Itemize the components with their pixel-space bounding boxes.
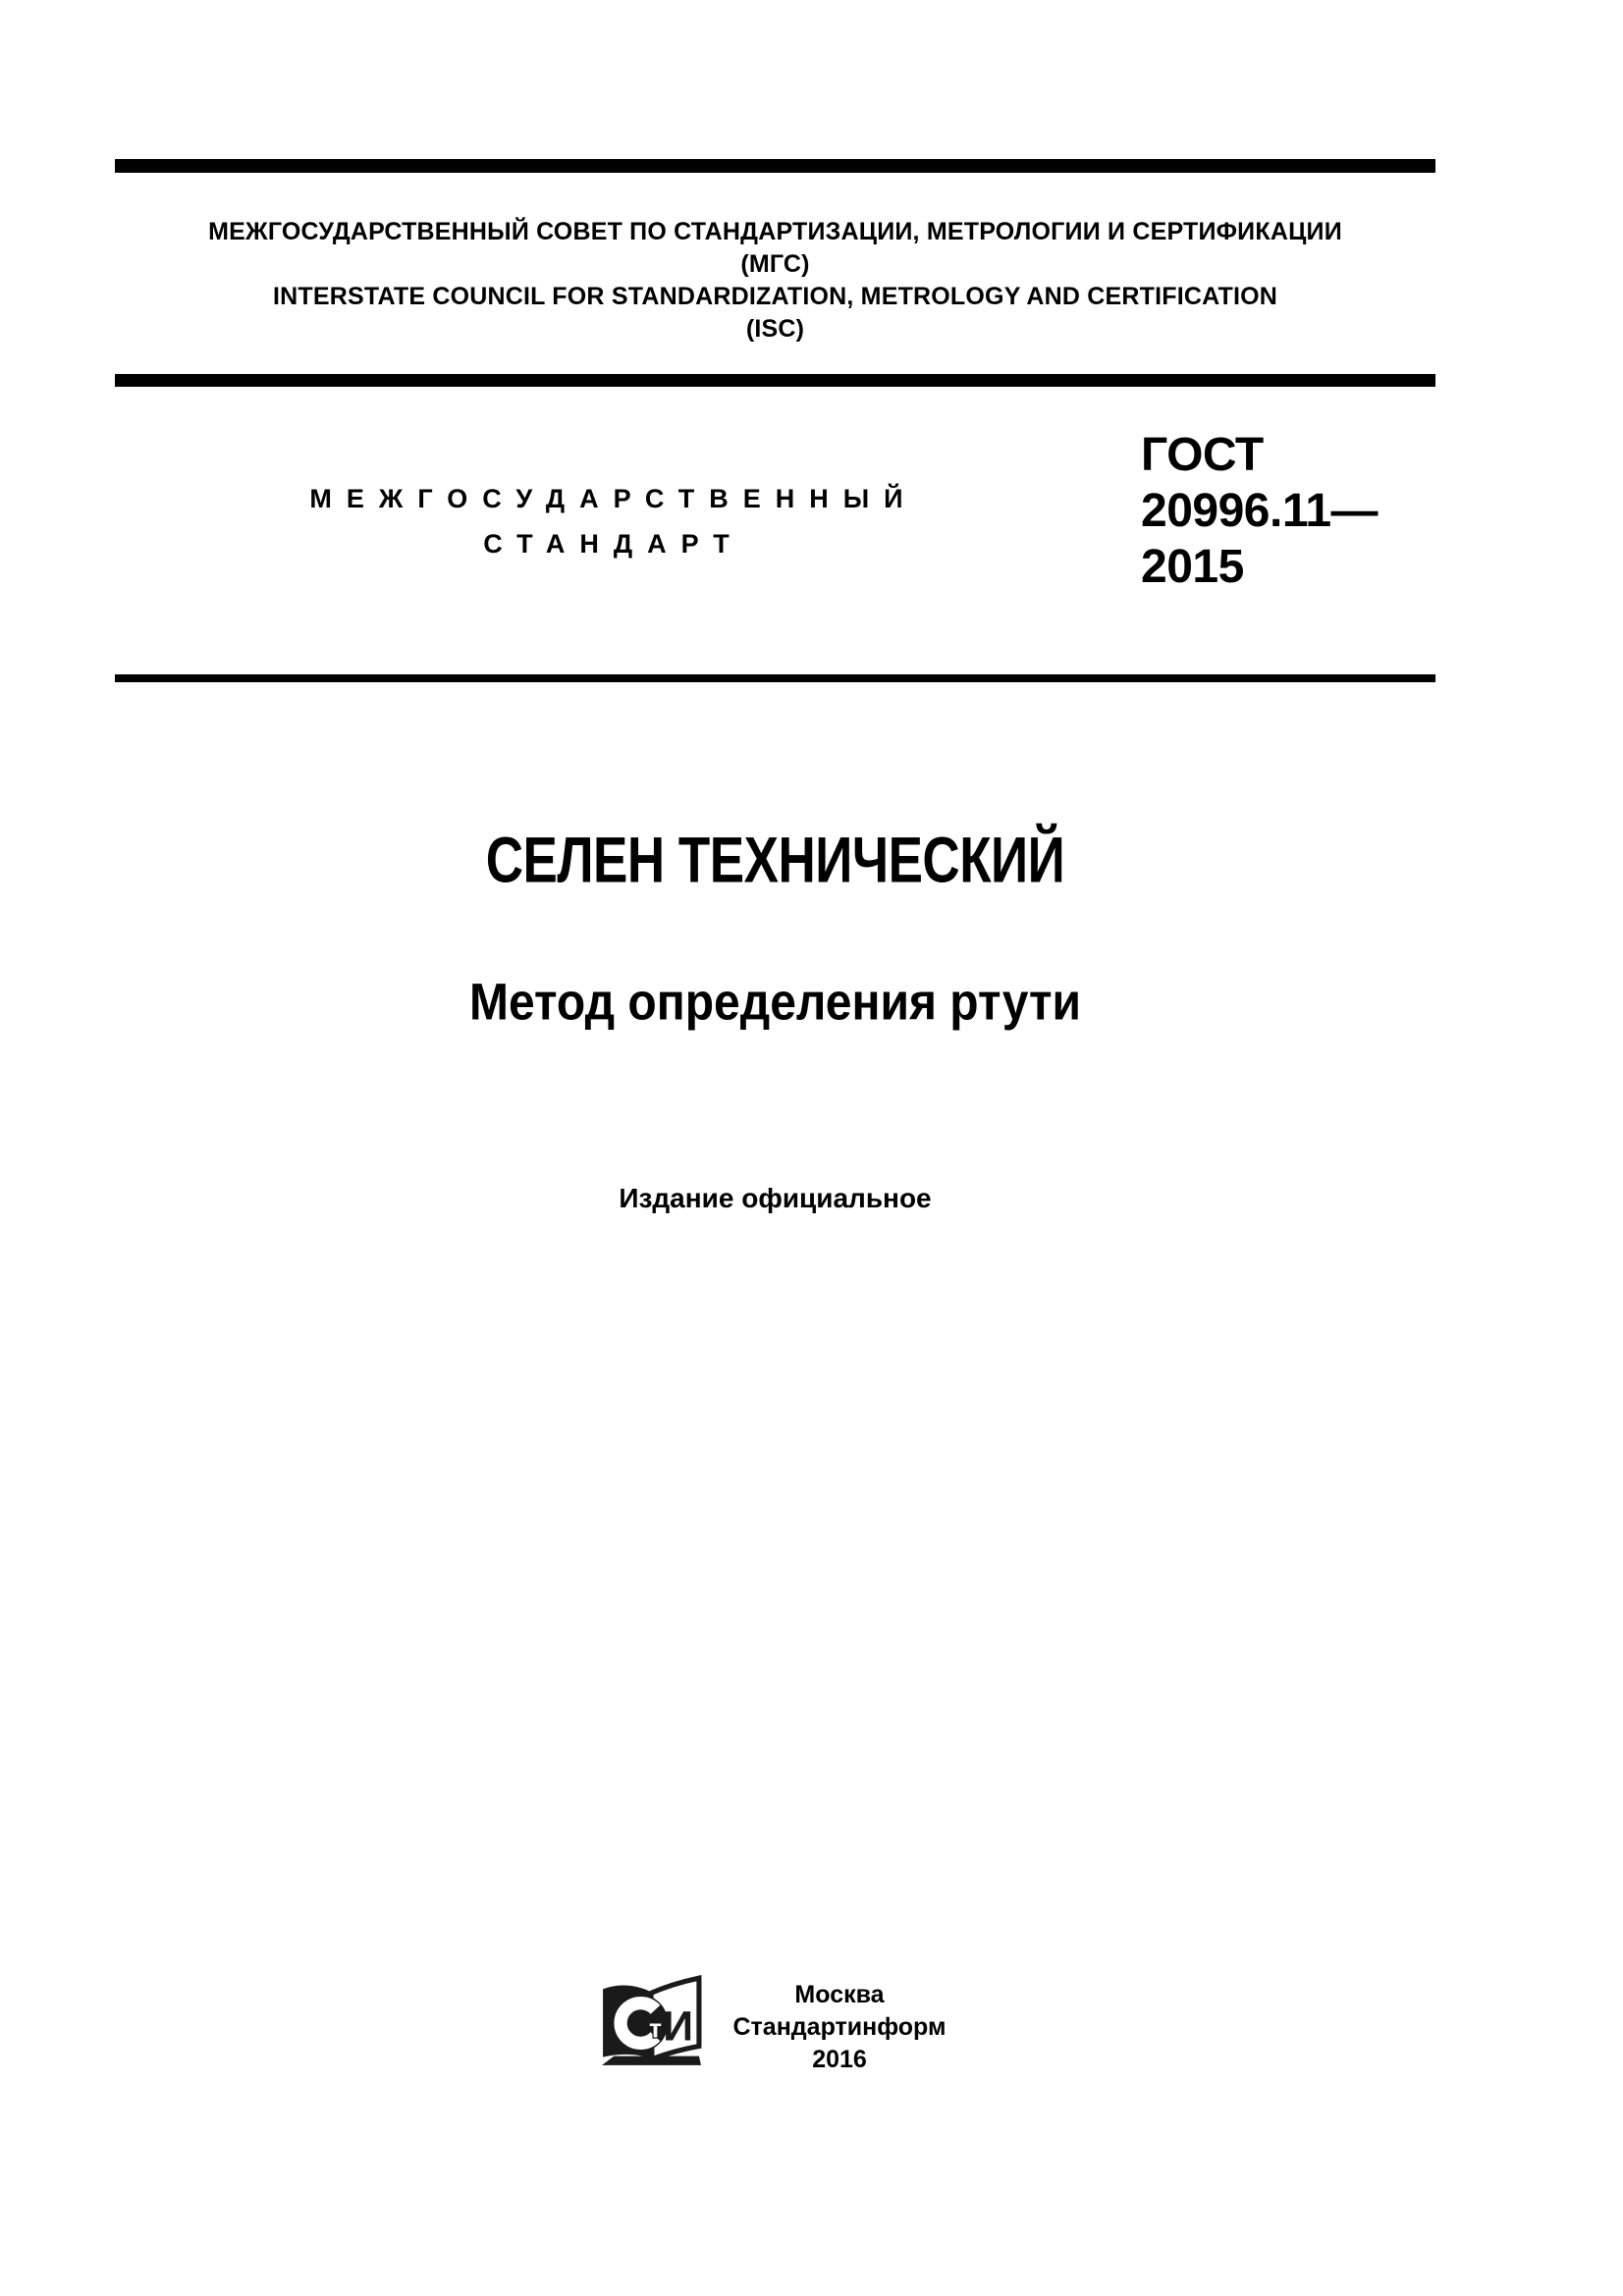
council-name-ru: МЕЖГОСУДАРСТВЕННЫЙ СОВЕТ ПО СТАНДАРТИЗАЦИИ, МЕТРОЛОГИИ И СЕРТИФИКАЦИИ	[208, 218, 1342, 245]
imprint-city: Москва	[794, 1981, 885, 2008]
designation-year: 2015	[1141, 541, 1244, 593]
horizontal-rule-middle	[115, 374, 1435, 387]
standard-designation	[1141, 427, 1435, 595]
imprint-publisher: Стандартинформ	[732, 2013, 947, 2041]
standartinform-logo-icon	[599, 1975, 703, 2069]
document-subtitle-text: Метод определения ртути	[469, 974, 1081, 1032]
imprint-year: 2016	[812, 2046, 867, 2073]
document-title-text: СЕЛЕН ТЕХНИЧЕСКИЙ	[485, 824, 1065, 897]
horizontal-rule-bottom	[115, 674, 1435, 682]
standard-type-line2: СТАНДАРТ	[483, 529, 744, 559]
logo-letter-t: т	[648, 2013, 662, 2044]
council-abbr-ru: (МГС)	[740, 250, 810, 278]
document-subtitle	[115, 976, 1435, 1030]
imprint-block	[727, 1979, 952, 2076]
council-header	[115, 216, 1435, 346]
designation-prefix: ГОСТ	[1141, 429, 1264, 481]
edition-note: Издание официальное	[619, 1183, 932, 1213]
council-name-en: INTERSTATE COUNCIL FOR STANDARDIZATION, METROLOGY AND CERTIFICATION	[272, 283, 1278, 310]
document-title	[115, 824, 1435, 897]
designation-number: 20996.11—	[1141, 485, 1379, 537]
council-abbr-en: (ISC)	[745, 315, 805, 343]
logo-book-base	[602, 2056, 701, 2065]
standartinform-logo	[599, 1975, 703, 2069]
logo-letter-i: И	[663, 2002, 693, 2051]
standard-type-label	[115, 476, 1112, 566]
standard-type-line1: МЕЖГОСУДАРСТВЕННЫЙ	[309, 484, 918, 513]
horizontal-rule-top	[115, 159, 1435, 173]
